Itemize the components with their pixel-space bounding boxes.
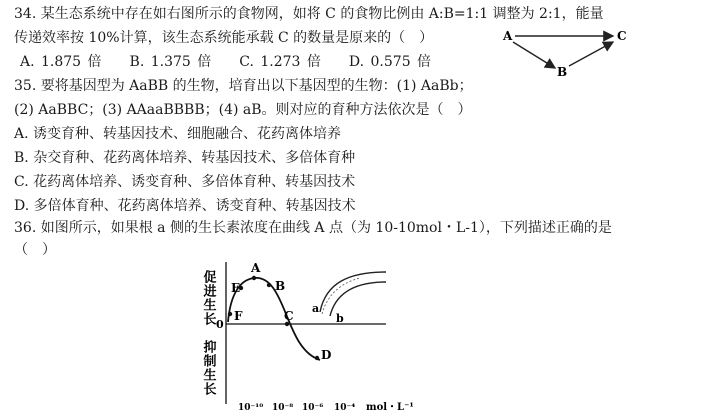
point-d: [315, 356, 319, 360]
root-label-a: a: [312, 302, 320, 315]
origin-label: 0: [216, 318, 224, 331]
arrow-a-to-b: [513, 42, 555, 68]
label-c: C: [284, 309, 294, 323]
x-tick-3: 10⁻⁶: [302, 403, 324, 413]
label-b: B: [275, 279, 286, 293]
x-tick-1: 10⁻¹⁰: [238, 403, 264, 413]
q35-option-b: B. 杂交育种、花药离体培养、转基因技术、多倍体育种: [14, 150, 356, 166]
q34-line2: 传递效率按 10%计算，该生态系统能承载 C 的数量是原来的（ ）: [14, 30, 434, 46]
label-f: F: [234, 309, 243, 323]
q35-option-c: C. 花药离体培养、诱变育种、多倍体育种、转基因技术: [14, 174, 356, 190]
point-a: [252, 276, 256, 280]
arrow-b-to-c: [569, 42, 613, 66]
q34-line1: 34. 某生态系统中存在如右图所示的食物网，如将 C 的食物比例由 A:B=1:1 调整为 2:1，能量: [14, 6, 604, 22]
x-axis-unit: mol・L⁻¹: [366, 402, 414, 413]
svg-text:抑制生长: 抑制生长: [200, 340, 216, 396]
q35-option-d: D. 多倍体育种、花药离体培养、诱变育种、转基因技术: [14, 198, 356, 214]
root-outline-bottom: [330, 282, 386, 316]
q34-options: A. 1.875 倍 B. 1.375 倍 C. 1.273 倍 D. 0.575 倍: [20, 54, 432, 70]
svg-text:促进生长: 促进生长: [200, 270, 216, 326]
food-web-a: A: [503, 29, 513, 43]
food-web-b: B: [557, 65, 568, 79]
q36-line2: （ ）: [14, 242, 56, 258]
q35-option-a: A. 诱变育种、转基因技术、细胞融合、花药离体培养: [14, 126, 342, 142]
label-e: E: [231, 281, 241, 295]
label-d: D: [321, 348, 332, 362]
point-b: [267, 283, 271, 287]
q35-line1: 35. 要将基因型为 AaBB 的生物，培育出以下基因型的生物：(1) AaBb；: [14, 78, 473, 94]
label-a: A: [251, 261, 261, 275]
y-label-inhibit: [201, 339, 217, 396]
food-web-diagram: [495, 20, 645, 82]
q36-line1: 36. 如图所示，如果根 a 侧的生长素浓度在曲线 A 点（为 10-10mol・L-1），下列描述正确的是: [14, 220, 612, 236]
x-tick-2: 10⁻⁸: [272, 403, 294, 413]
root-diagram: [300, 262, 410, 332]
x-tick-4: 10⁻⁴: [334, 403, 356, 413]
point-f: [228, 312, 232, 316]
root-label-b: b: [336, 312, 344, 325]
y-label-promote: [201, 269, 217, 326]
root-outline-top: [320, 272, 386, 312]
q35-line2: (2) AaBBC；(3) AAaaBBBB；(4) aB。则对应的育种方法依次是（ ）: [14, 102, 472, 118]
food-web-c: C: [617, 29, 627, 43]
